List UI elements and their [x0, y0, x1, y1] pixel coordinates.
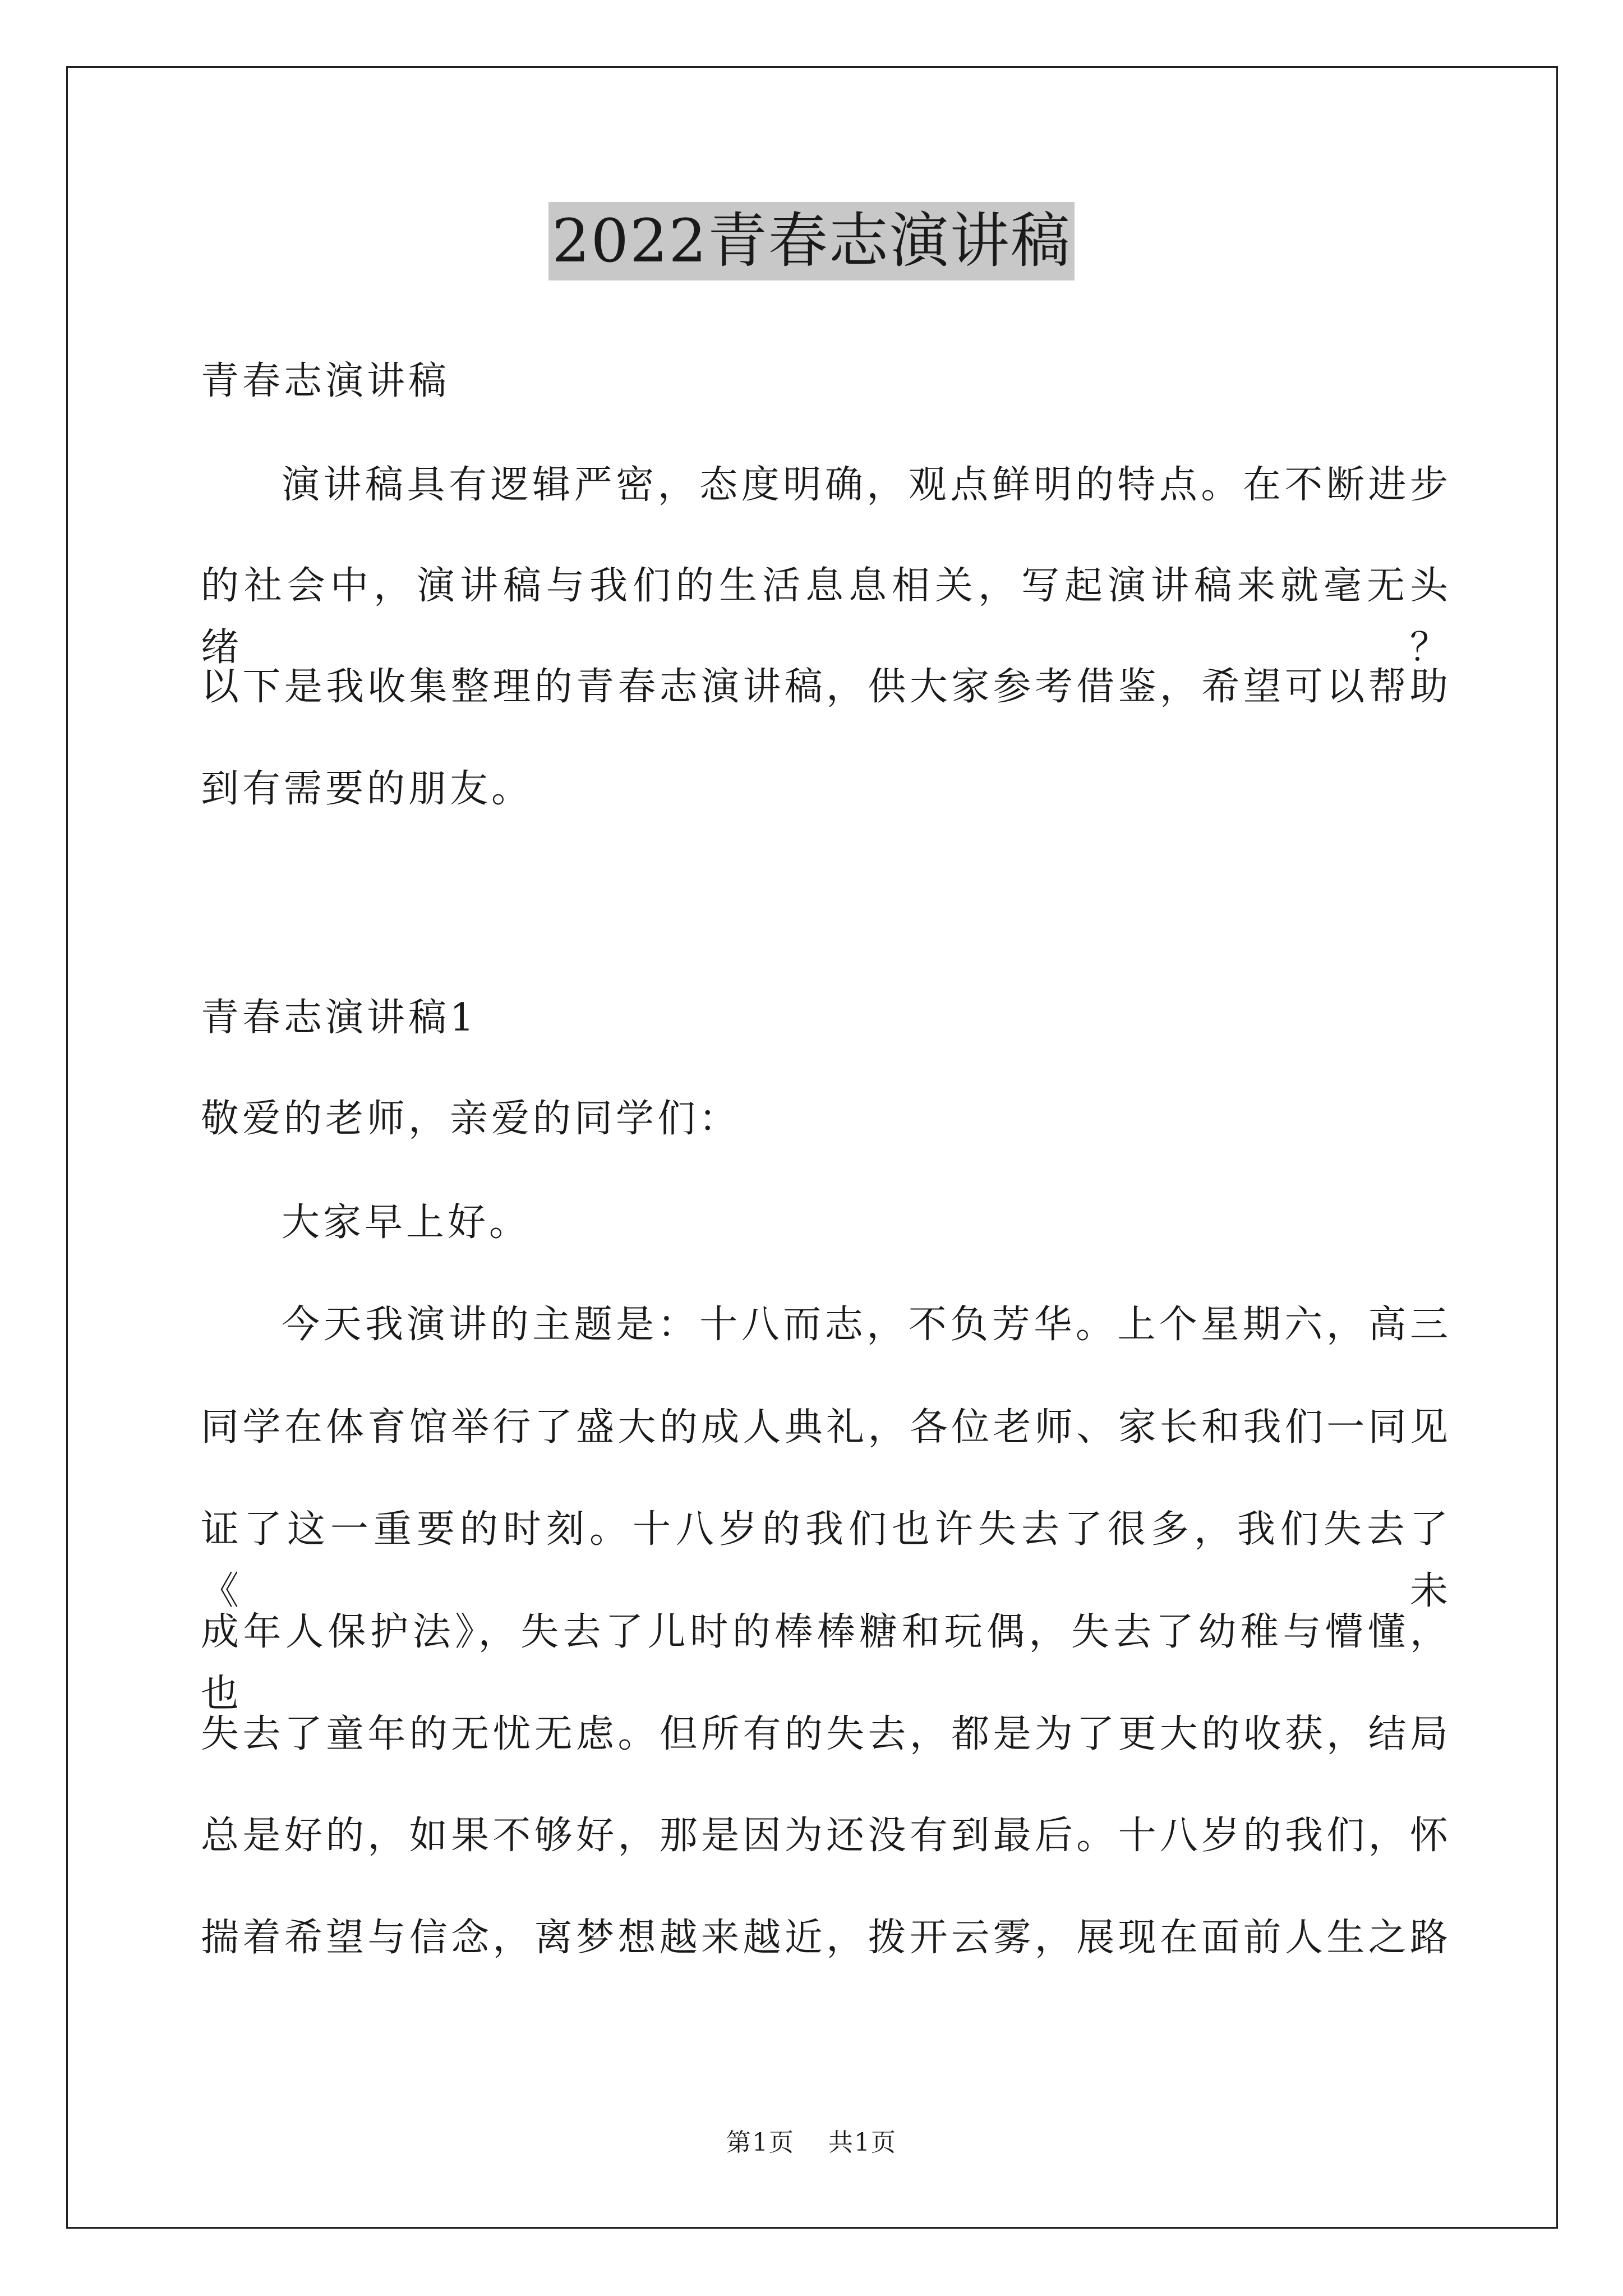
body-line: 揣着希望与信念，离梦想越来越近，拨开云雾，展现在面前人生之路: [201, 1916, 1451, 1960]
page-footer: [0, 2126, 1623, 2160]
intro-line: 演讲稿具有逻辑严密，态度明确，观点鲜明的特点。在不断进步: [282, 463, 1451, 507]
intro-line: 以下是我收集整理的青春志演讲稿，供大家参考借鉴，希望可以帮助: [201, 665, 1451, 709]
body-line: 今天我演讲的主题是：十八而志，不负芳华。上个星期六，高三: [282, 1303, 1451, 1347]
intro-line: 的社会中，演讲稿与我们的生活息息相关，写起演讲稿来就毫无头绪？: [201, 564, 1451, 670]
page-number: 第1页: [726, 2128, 795, 2157]
body-line: 成年人保护法》，失去了儿时的棒棒糖和玩偶，失去了幼稚与懵懂，也: [201, 1610, 1451, 1716]
body-line: 失去了童年的无忧无虑。但所有的失去，都是为了更大的收获，结局: [201, 1712, 1451, 1756]
title-container: [0, 202, 1623, 280]
section-heading: 青春志演讲稿1: [201, 996, 478, 1040]
subtitle: 青春志演讲稿: [201, 359, 450, 403]
body-line: 证了这一重要的时刻。十八岁的我们也许失去了很多，我们失去了《未: [201, 1507, 1451, 1613]
document-title: 2022青春志演讲稿: [548, 202, 1075, 280]
body-line: 同学在体育馆举行了盛大的成人典礼，各位老师、家长和我们一同见: [201, 1405, 1451, 1450]
page-total: 共1页: [828, 2128, 897, 2157]
greeting: 大家早上好。: [282, 1200, 531, 1245]
body-line: 总是好的，如果不够好，那是因为还没有到最后。十八岁的我们，怀: [201, 1814, 1451, 1858]
salutation: 敬爱的老师，亲爱的同学们：: [201, 1097, 741, 1141]
intro-line: 到有需要的朋友。: [201, 767, 533, 811]
